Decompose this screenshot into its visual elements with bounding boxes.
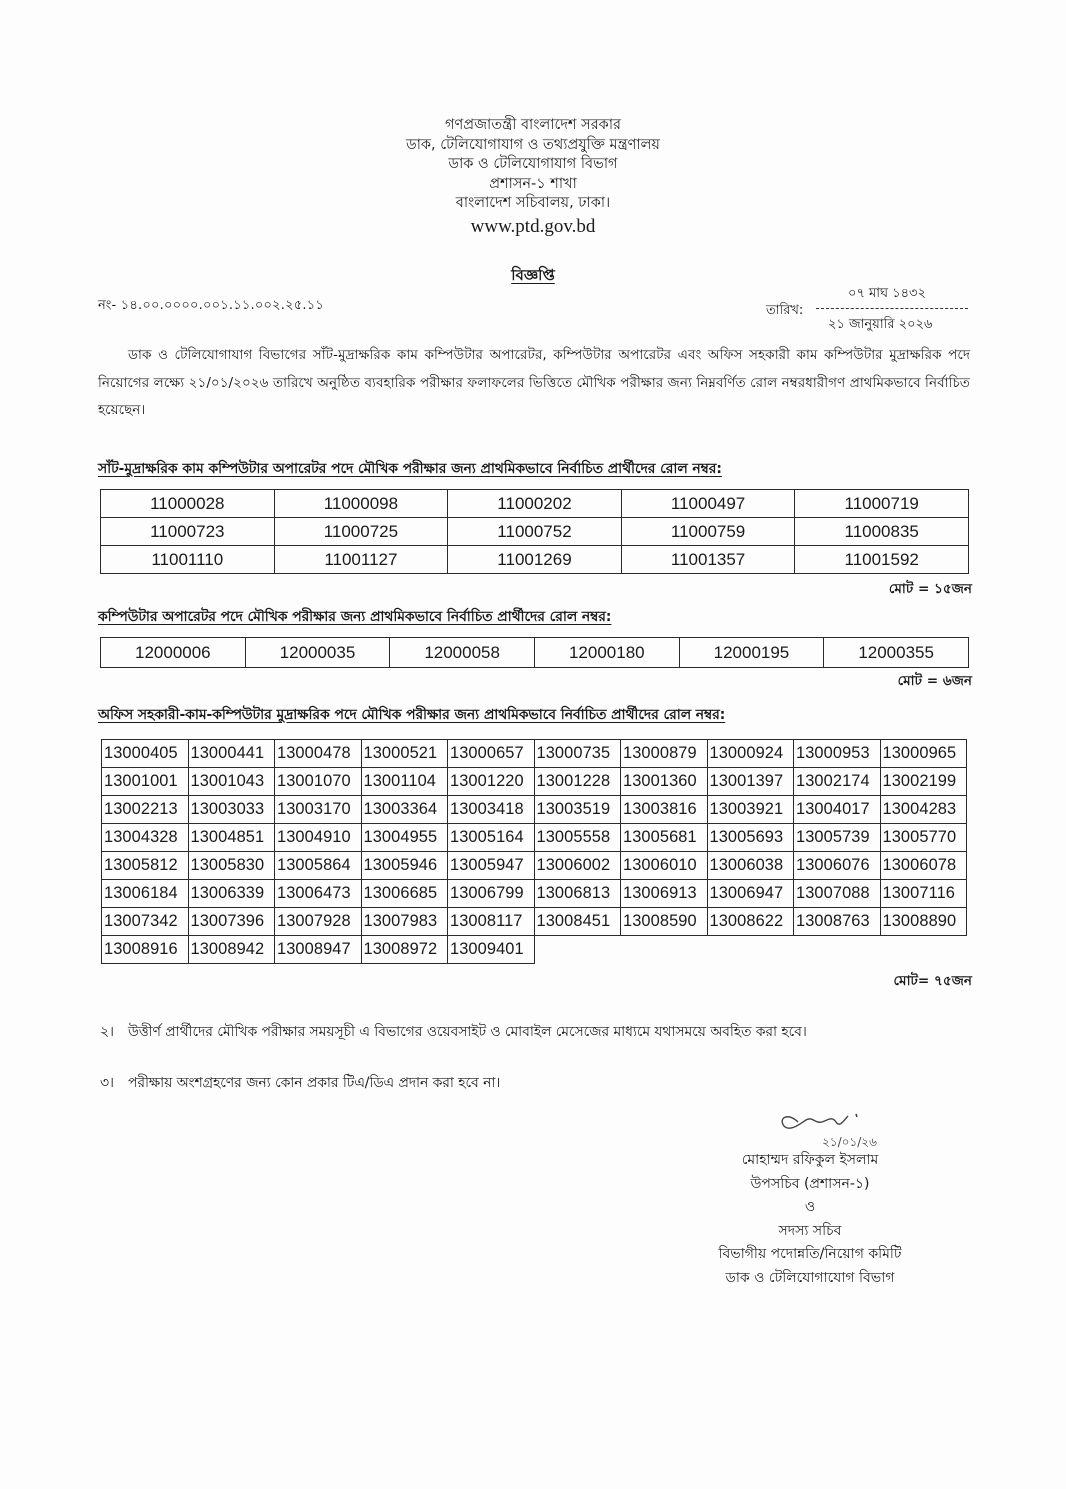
point-number: ২।: [100, 1024, 114, 1040]
roll-number-cell: 13000953: [794, 740, 881, 768]
roll-number-cell: 13000879: [621, 740, 708, 768]
roll-number-cell: 13005558: [534, 824, 621, 852]
section-heading-office-assistant: অফিস সহকারী-কাম-কম্পিউটার মুদ্রাক্ষরিক পদে মৌখিক পরীক্ষার জন্য প্রাথমিকভাবে নির্বাচিত প্রার্থীদের রোল নম্বর:: [98, 707, 726, 723]
roll-number-cell: 13001228: [534, 768, 621, 796]
roll-number-cell: 13006002: [534, 852, 621, 880]
roll-number-cell: 13008763: [794, 908, 881, 936]
signatory-role: সদস্য সচিব: [778, 1222, 842, 1239]
roll-number-cell: 13003364: [361, 796, 448, 824]
roll-number-cell: 12000195: [679, 638, 824, 668]
table-row: [102, 796, 967, 824]
roll-number-cell: 11001357: [621, 546, 795, 574]
table-row: [101, 490, 969, 518]
roll-number-cell: 13008622: [707, 908, 794, 936]
date-label: তারিখ:: [766, 303, 804, 318]
roll-table-steno: [100, 489, 969, 574]
roll-number-cell: 13005812: [102, 852, 189, 880]
point-2: [100, 1020, 807, 1044]
roll-number-cell: 13008916: [102, 936, 189, 964]
roll-number-cell: 13006813: [534, 880, 621, 908]
roll-number-cell: 13008942: [188, 936, 275, 964]
roll-number-cell: 13005693: [707, 824, 794, 852]
roll-number-cell: 11000759: [621, 518, 795, 546]
roll-number-cell: 13007983: [361, 908, 448, 936]
roll-number-cell: 13000478: [275, 740, 362, 768]
roll-number-cell: 13008117: [448, 908, 535, 936]
roll-number-cell: 13001104: [361, 768, 448, 796]
roll-number-cell: 13006339: [188, 880, 275, 908]
roll-number-cell: 13008451: [534, 908, 621, 936]
roll-number-cell: 13004283: [880, 796, 967, 824]
roll-number-cell: 13001070: [275, 768, 362, 796]
total-steno: মোট = ১৫জন: [888, 581, 972, 597]
roll-number-cell: 13005947: [448, 852, 535, 880]
roll-number-cell: 13004910: [275, 824, 362, 852]
roll-number-cell: 13006913: [621, 880, 708, 908]
roll-number-cell: 11001592: [795, 546, 969, 574]
roll-number-cell: 13006685: [361, 880, 448, 908]
roll-number-cell: 13001043: [188, 768, 275, 796]
intro-paragraph: ডাক ও টেলিযোগাযাগ বিভাগের সাঁট-মুদ্রাক্ষরিক কাম কম্পিউটার অপারেটর, কম্পিউটার অপারেটর এবং অফিস সহকারী কাম কম্পিউটার মুদ্রাক্ষরিক পদে নিয়োগের লক্ষ্যে ২১/০১/২০২৬ তারিখে অনুষ্ঠিত ব্যবহারিক পরীক্ষার ফলাফলের ভিত্তিতে মৌখিক পরীক্ষার জন্য নিম্নবর্ণিত রোল নম্বরধারীগণ প্রাথমিকভাবে নির্বাচিত হয়েছেন।: [98, 347, 970, 418]
notice-title: বিজ্ঞপ্তি: [511, 266, 555, 284]
section-heading-steno: সাঁট-মুদ্রাক্ষরিক কাম কম্পিউটার অপারেটর পদে মৌখিক পরীক্ষার জন্য প্রাথমিকভাবে নির্বাচিত প্রার্থীদের রোল নম্বর:: [98, 461, 722, 477]
roll-table-computer-operator: [100, 637, 969, 668]
roll-number-cell: 13000521: [361, 740, 448, 768]
roll-number-cell: 13008972: [361, 936, 448, 964]
roll-number-cell: 13000441: [188, 740, 275, 768]
roll-number-cell: 13000924: [707, 740, 794, 768]
roll-number-cell: 13000965: [880, 740, 967, 768]
table-row: [102, 768, 967, 796]
roll-number-cell: 13004851: [188, 824, 275, 852]
letterhead: [0, 116, 1066, 240]
ministry-name: ডাক, টেলিযোগাযাগ ও তথ্যপ্রযুক্তি মন্ত্রণালয়: [406, 136, 660, 153]
empty-cell: [707, 936, 794, 964]
empty-cell: [794, 936, 881, 964]
memo-number: নং- ১৪.০০.০০০০.০০১.১১.০০২.২৫.১১: [98, 298, 325, 313]
govt-name: গণপ্রজাতন্ত্রী বাংলাদেশ সরকার: [444, 117, 621, 133]
roll-number-cell: 13004955: [361, 824, 448, 852]
roll-number-cell: 13005770: [880, 824, 967, 852]
roll-number-cell: 13001360: [621, 768, 708, 796]
roll-number-cell: 11000752: [448, 518, 622, 546]
roll-number-cell: 13005164: [448, 824, 535, 852]
branch-name: প্রশাসন-১ শাখা: [489, 175, 577, 192]
date-divider: [816, 303, 968, 309]
roll-number-cell: 13002174: [794, 768, 881, 796]
roll-number-cell: 13002213: [102, 796, 189, 824]
roll-number-cell: 13008890: [880, 908, 967, 936]
table-row: [101, 546, 969, 574]
empty-cell: [880, 936, 967, 964]
roll-number-cell: 13009401: [448, 936, 535, 964]
total-computer-operator: মোট = ৬জন: [897, 673, 972, 689]
roll-number-cell: 13006010: [621, 852, 708, 880]
signatory-department: ডাক ও টেলিযোগাযোগ বিভাগ: [725, 1269, 895, 1286]
roll-number-cell: 13001001: [102, 768, 189, 796]
roll-number-cell: 13005864: [275, 852, 362, 880]
roll-number-cell: 13003170: [275, 796, 362, 824]
total-office-assistant: মোট= ৭৫জন: [893, 973, 972, 989]
section-heading-computer-operator: কম্পিউটার অপারেটর পদে মৌখিক পরীক্ষার জন্য প্রাথমিকভাবে নির্বাচিত প্রার্থীদের রোল নম্বর:: [98, 609, 612, 625]
roll-number-cell: 11001127: [274, 546, 448, 574]
website-link[interactable]: www.ptd.gov.bd: [470, 215, 596, 237]
point-text: উত্তীর্ণ প্রার্থীদের মৌখিক পরীক্ষার সময়সূচী এ বিভাগের ওয়েবসাইট ও মোবাইল মেসেজের মাধ্যমে যথাসময়ে অবহিত করা হবে।: [128, 1024, 807, 1040]
office-address: বাংলাদেশ সচিবালয়, ঢাকা।: [455, 195, 611, 211]
roll-number-cell: 13007116: [880, 880, 967, 908]
roll-number-cell: 11000835: [795, 518, 969, 546]
table-row: [102, 936, 967, 964]
roll-number-cell: 13003418: [448, 796, 535, 824]
roll-number-cell: 12000035: [245, 638, 390, 668]
roll-number-cell: 13006947: [707, 880, 794, 908]
roll-number-cell: 11000098: [274, 490, 448, 518]
table-row: [102, 824, 967, 852]
roll-number-cell: 13005830: [188, 852, 275, 880]
gregorian-date: ২১ জানুয়ারি ২০২৬: [828, 317, 933, 332]
roll-number-cell: 11001269: [448, 546, 622, 574]
handwritten-signature: [770, 1104, 910, 1154]
signatory-block: [650, 1149, 970, 1291]
point-number: ৩।: [100, 1075, 114, 1091]
signatory-designation: উপসচিব (প্রশাসন-১): [750, 1175, 870, 1192]
roll-number-cell: 13005681: [621, 824, 708, 852]
empty-cell: [621, 936, 708, 964]
roll-table-office-assistant: [101, 739, 967, 964]
empty-cell: [534, 936, 621, 964]
table-row: [102, 852, 967, 880]
table-row: [101, 638, 969, 668]
roll-number-cell: 11000723: [101, 518, 275, 546]
roll-number-cell: 13008947: [275, 936, 362, 964]
table-row: [101, 518, 969, 546]
signature-date: ২১/০১/২৬: [822, 1135, 877, 1149]
roll-number-cell: 13001397: [707, 768, 794, 796]
roll-number-cell: 13008590: [621, 908, 708, 936]
roll-number-cell: 13003519: [534, 796, 621, 824]
roll-number-cell: 11000497: [621, 490, 795, 518]
table-row: [102, 908, 967, 936]
roll-number-cell: 11000202: [448, 490, 622, 518]
table-row: [102, 740, 967, 768]
division-name: ডাক ও টেলিযোগাযাগ বিভাগ: [448, 156, 618, 172]
roll-number-cell: 13007396: [188, 908, 275, 936]
roll-number-cell: 13006799: [448, 880, 535, 908]
roll-number-cell: 13005739: [794, 824, 881, 852]
roll-number-cell: 13006076: [794, 852, 881, 880]
roll-number-cell: 12000355: [824, 638, 969, 668]
signatory-committee: বিভাগীয় পদোন্নতি/নিয়োগ কমিটি: [718, 1246, 902, 1263]
roll-number-cell: 13000735: [534, 740, 621, 768]
roll-number-cell: 13000657: [448, 740, 535, 768]
roll-number-cell: 11000719: [795, 490, 969, 518]
roll-number-cell: 13003921: [707, 796, 794, 824]
roll-number-cell: 13006473: [275, 880, 362, 908]
signatory-conjunction: ও: [804, 1199, 816, 1216]
roll-number-cell: 13000405: [102, 740, 189, 768]
table-row: [102, 880, 967, 908]
signatory-name: মোহাম্মদ রফিকুল ইসলাম: [741, 1152, 879, 1168]
roll-number-cell: 13006038: [707, 852, 794, 880]
roll-number-cell: 13006184: [102, 880, 189, 908]
roll-number-cell: 11000028: [101, 490, 275, 518]
roll-number-cell: 13004017: [794, 796, 881, 824]
roll-number-cell: 12000180: [534, 638, 679, 668]
bangla-date: ০৭ মাঘ ১৪৩২: [848, 286, 926, 301]
roll-number-cell: 13001220: [448, 768, 535, 796]
point-3: [100, 1071, 500, 1095]
roll-number-cell: 11000725: [274, 518, 448, 546]
roll-number-cell: 12000006: [101, 638, 246, 668]
roll-number-cell: 13007088: [794, 880, 881, 908]
roll-number-cell: 13006078: [880, 852, 967, 880]
point-text: পরীক্ষায় অংশগ্রহণের জন্য কোন প্রকার টিএ/ডিএ প্রদান করা হবে না।: [128, 1075, 501, 1091]
roll-number-cell: 13002199: [880, 768, 967, 796]
roll-number-cell: 13003033: [188, 796, 275, 824]
roll-number-cell: 13007342: [102, 908, 189, 936]
roll-number-cell: 13007928: [275, 908, 362, 936]
roll-number-cell: 12000058: [390, 638, 535, 668]
roll-number-cell: 13005946: [361, 852, 448, 880]
roll-number-cell: 13004328: [102, 824, 189, 852]
date-block: [766, 284, 976, 336]
roll-number-cell: 13003816: [621, 796, 708, 824]
roll-number-cell: 11001110: [101, 546, 275, 574]
